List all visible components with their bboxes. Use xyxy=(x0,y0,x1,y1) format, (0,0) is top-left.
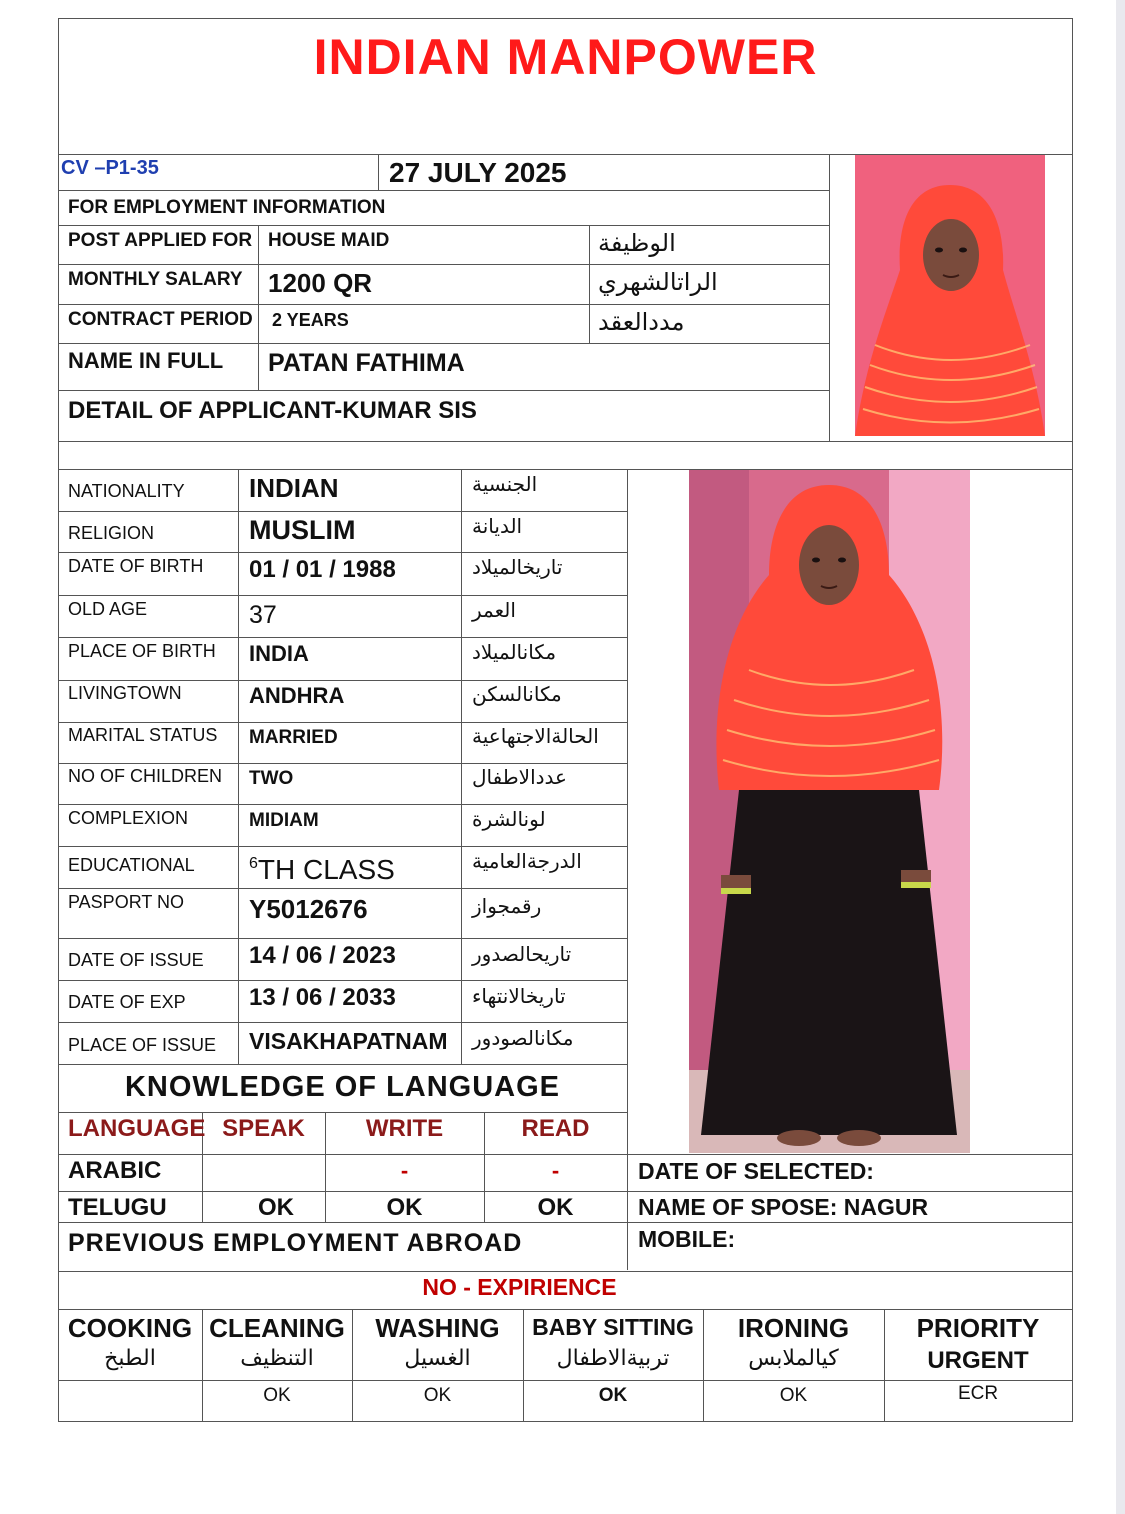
grid-line xyxy=(58,804,627,805)
lang-telugu-write: OK xyxy=(386,1194,423,1221)
skill-baby-sitting-arabic: تربيةالاطفال xyxy=(556,1346,670,1371)
grid-line xyxy=(238,469,239,1065)
skill-cleaning: CLEANING xyxy=(209,1313,345,1343)
complexion-label: COMPLEXION xyxy=(68,808,189,828)
lang-row-arabic: ARABIC xyxy=(68,1157,162,1184)
grid-line xyxy=(258,225,259,390)
lang-telugu-speak: OK xyxy=(258,1194,294,1221)
grid-line xyxy=(58,552,627,553)
pob-arabic: مكانالميلاد xyxy=(472,640,557,664)
contract-arabic: مددالعقد xyxy=(598,308,685,336)
date-selected: DATE OF SELECTED: xyxy=(638,1158,874,1184)
exp-date-label: DATE OF EXP xyxy=(68,992,186,1012)
full-body-image xyxy=(689,470,970,1153)
education-value xyxy=(249,856,395,884)
grid-line xyxy=(58,441,59,1422)
employment-section-title: FOR EMPLOYMENT INFORMATION xyxy=(68,197,386,218)
grid-line xyxy=(58,763,627,764)
grid-line xyxy=(58,1154,1073,1155)
lang-header-speak: SPEAK xyxy=(222,1115,305,1142)
grid-line xyxy=(58,722,627,723)
passport-label: PASPORT NO xyxy=(68,892,185,912)
age-arabic: العمر xyxy=(472,598,516,622)
lang-telugu-read: OK xyxy=(537,1194,574,1221)
skill-cleaning-arabic: التنظيف xyxy=(240,1346,314,1371)
exp-date-value: 13 / 06 / 2033 xyxy=(249,984,396,1011)
issue-date-value: 14 / 06 / 2023 xyxy=(249,942,396,969)
complexion-value: MIDIAM xyxy=(249,810,319,831)
lang-header-language: LANGUAGE xyxy=(68,1115,206,1142)
grid-line xyxy=(58,264,829,265)
salary-arabic: الراتالشهري xyxy=(598,268,718,296)
grid-line xyxy=(829,154,830,442)
grid-line xyxy=(58,154,59,442)
livingtown-label: LIVINGTOWN xyxy=(68,683,182,703)
lang-arabic-read: - xyxy=(551,1158,560,1183)
age-value: 37 xyxy=(249,601,277,629)
skill-cooking-arabic: الطبخ xyxy=(104,1346,156,1371)
education-sup: 6 xyxy=(249,855,258,872)
portrait-image xyxy=(855,155,1045,436)
grid-line xyxy=(58,225,829,226)
lang-header-read: READ xyxy=(521,1115,590,1142)
post-label: POST APPLIED FOR xyxy=(68,230,253,251)
dob-value: 01 / 01 / 1988 xyxy=(249,556,396,583)
previous-employment-title: PREVIOUS EMPLOYMENT ABROAD xyxy=(68,1229,523,1257)
grid-line xyxy=(58,1022,627,1023)
salary-label: MONTHLY SALARY xyxy=(68,269,243,290)
post-value: HOUSE MAID xyxy=(268,230,390,251)
skill-ironing: IRONING xyxy=(737,1313,850,1343)
contract-label: CONTRACT PERIOD xyxy=(68,309,253,330)
issue-place-arabic: مكانالصودور xyxy=(472,1026,574,1050)
grid-line xyxy=(58,680,627,681)
pob-label: PLACE OF BIRTH xyxy=(68,641,216,661)
grid-line xyxy=(1072,154,1073,1422)
skill-baby-sitting-value: OK xyxy=(598,1385,628,1406)
grid-line xyxy=(58,846,627,847)
children-label: NO OF CHILDREN xyxy=(68,766,223,786)
grid-line xyxy=(58,1271,1073,1272)
religion-arabic: الديانة xyxy=(472,514,523,538)
language-title: KNOWLEDGE OF LANGUAGE xyxy=(124,1071,561,1103)
marital-arabic: الحالةالاجتهاعية xyxy=(472,724,599,748)
grid-line xyxy=(58,1112,627,1113)
grid-line xyxy=(378,154,379,190)
pob-value: INDIA xyxy=(249,641,309,666)
grid-line xyxy=(58,1064,627,1065)
skill-priority-level: URGENT xyxy=(927,1347,1029,1374)
children-value: TWO xyxy=(249,768,294,789)
issue-date-label: DATE OF ISSUE xyxy=(68,950,204,970)
skill-washing-value: OK xyxy=(423,1385,452,1406)
religion-label: RELIGION xyxy=(68,523,155,543)
page-title: INDIAN MANPOWER xyxy=(313,29,818,85)
education-label: EDUCATIONAL xyxy=(68,855,195,875)
grid-line xyxy=(627,1222,1073,1223)
skill-priority: PRIORITY xyxy=(916,1313,1040,1343)
complexion-arabic: لونالشرة xyxy=(472,807,546,831)
passport-arabic: رقمجواز xyxy=(472,894,542,918)
exp-date-arabic: تاريخالانتهاء xyxy=(472,984,566,1008)
applicant-photo-large xyxy=(689,470,970,1153)
name-label: NAME IN FULL xyxy=(68,348,224,373)
grid-line xyxy=(58,637,627,638)
grid-line xyxy=(58,1421,1073,1422)
grid-line xyxy=(627,469,628,1270)
nationality-arabic: الجنسية xyxy=(472,472,538,496)
skill-ironing-arabic: كيالملابس xyxy=(748,1346,839,1371)
grid-line xyxy=(58,1380,1073,1381)
nationality-label: NATIONALITY xyxy=(68,481,185,501)
dob-label: DATE OF BIRTH xyxy=(68,556,204,576)
grid-line xyxy=(58,511,627,512)
grid-line xyxy=(58,441,1073,442)
lang-row-telugu: TELUGU xyxy=(68,1194,167,1221)
skill-cooking: COOKING xyxy=(67,1313,193,1343)
grid-line xyxy=(58,1309,1073,1310)
religion-value: MUSLIM xyxy=(249,515,356,545)
skill-cleaning-value: OK xyxy=(263,1385,291,1406)
grid-line xyxy=(58,190,829,191)
skill-ironing-value: OK xyxy=(779,1385,808,1406)
grid-line xyxy=(58,390,829,391)
name-value: PATAN FATHIMA xyxy=(268,349,465,377)
page-edge xyxy=(1116,0,1125,1514)
children-arabic: عددالاطفال xyxy=(472,765,567,789)
grid-line xyxy=(461,469,462,1065)
salary-value: 1200 QR xyxy=(268,268,373,298)
grid-line xyxy=(58,980,627,981)
issue-place-value: VISAKHAPATNAM xyxy=(249,1028,448,1054)
spouse-name: NAME OF SPOSE: NAGUR xyxy=(638,1194,929,1220)
skill-baby-sitting: BABY SITTING xyxy=(532,1314,694,1340)
grid-line xyxy=(58,595,627,596)
grid-line xyxy=(58,1191,1073,1192)
grid-line xyxy=(58,304,829,305)
marital-label: MARITAL STATUS xyxy=(68,725,218,745)
skill-priority-value: ECR xyxy=(957,1383,999,1404)
issue-date-arabic: تاريحالصدور xyxy=(472,942,572,966)
detail-title: DETAIL OF APPLICANT-KUMAR SIS xyxy=(68,397,477,424)
grid-line xyxy=(58,343,829,344)
marital-value: MARRIED xyxy=(249,727,338,748)
lang-arabic-write: - xyxy=(400,1158,409,1183)
mobile: MOBILE: xyxy=(638,1226,736,1252)
grid-line xyxy=(589,225,590,343)
issue-place-label: PLACE OF ISSUE xyxy=(68,1035,217,1055)
passport-value: Y5012676 xyxy=(249,894,368,924)
skill-washing-arabic: الغسيل xyxy=(404,1346,471,1371)
nationality-value: INDIAN xyxy=(249,473,339,503)
previous-employment-value: NO - EXPIRIENCE xyxy=(422,1274,617,1300)
post-arabic: الوظيفة xyxy=(598,229,676,257)
livingtown-value: ANDHRA xyxy=(249,683,345,708)
grid-line xyxy=(58,888,627,889)
cv-code: CV –P1-35 xyxy=(61,157,159,179)
grid-line xyxy=(58,938,627,939)
skill-washing: WASHING xyxy=(375,1313,500,1343)
cv-date: 27 JULY 2025 xyxy=(389,157,567,188)
grid-line xyxy=(58,1222,627,1223)
contract-value: 2 YEARS xyxy=(272,310,349,330)
applicant-photo-small xyxy=(855,155,1045,436)
dob-arabic: تاريخالميلاد xyxy=(472,555,563,579)
livingtown-arabic: مكانالسكن xyxy=(472,682,562,706)
lang-header-write: WRITE xyxy=(365,1115,444,1142)
age-label: OLD AGE xyxy=(68,599,148,619)
education-arabic: الدرجةالعامية xyxy=(472,849,582,873)
education-text: TH CLASS xyxy=(257,854,395,885)
